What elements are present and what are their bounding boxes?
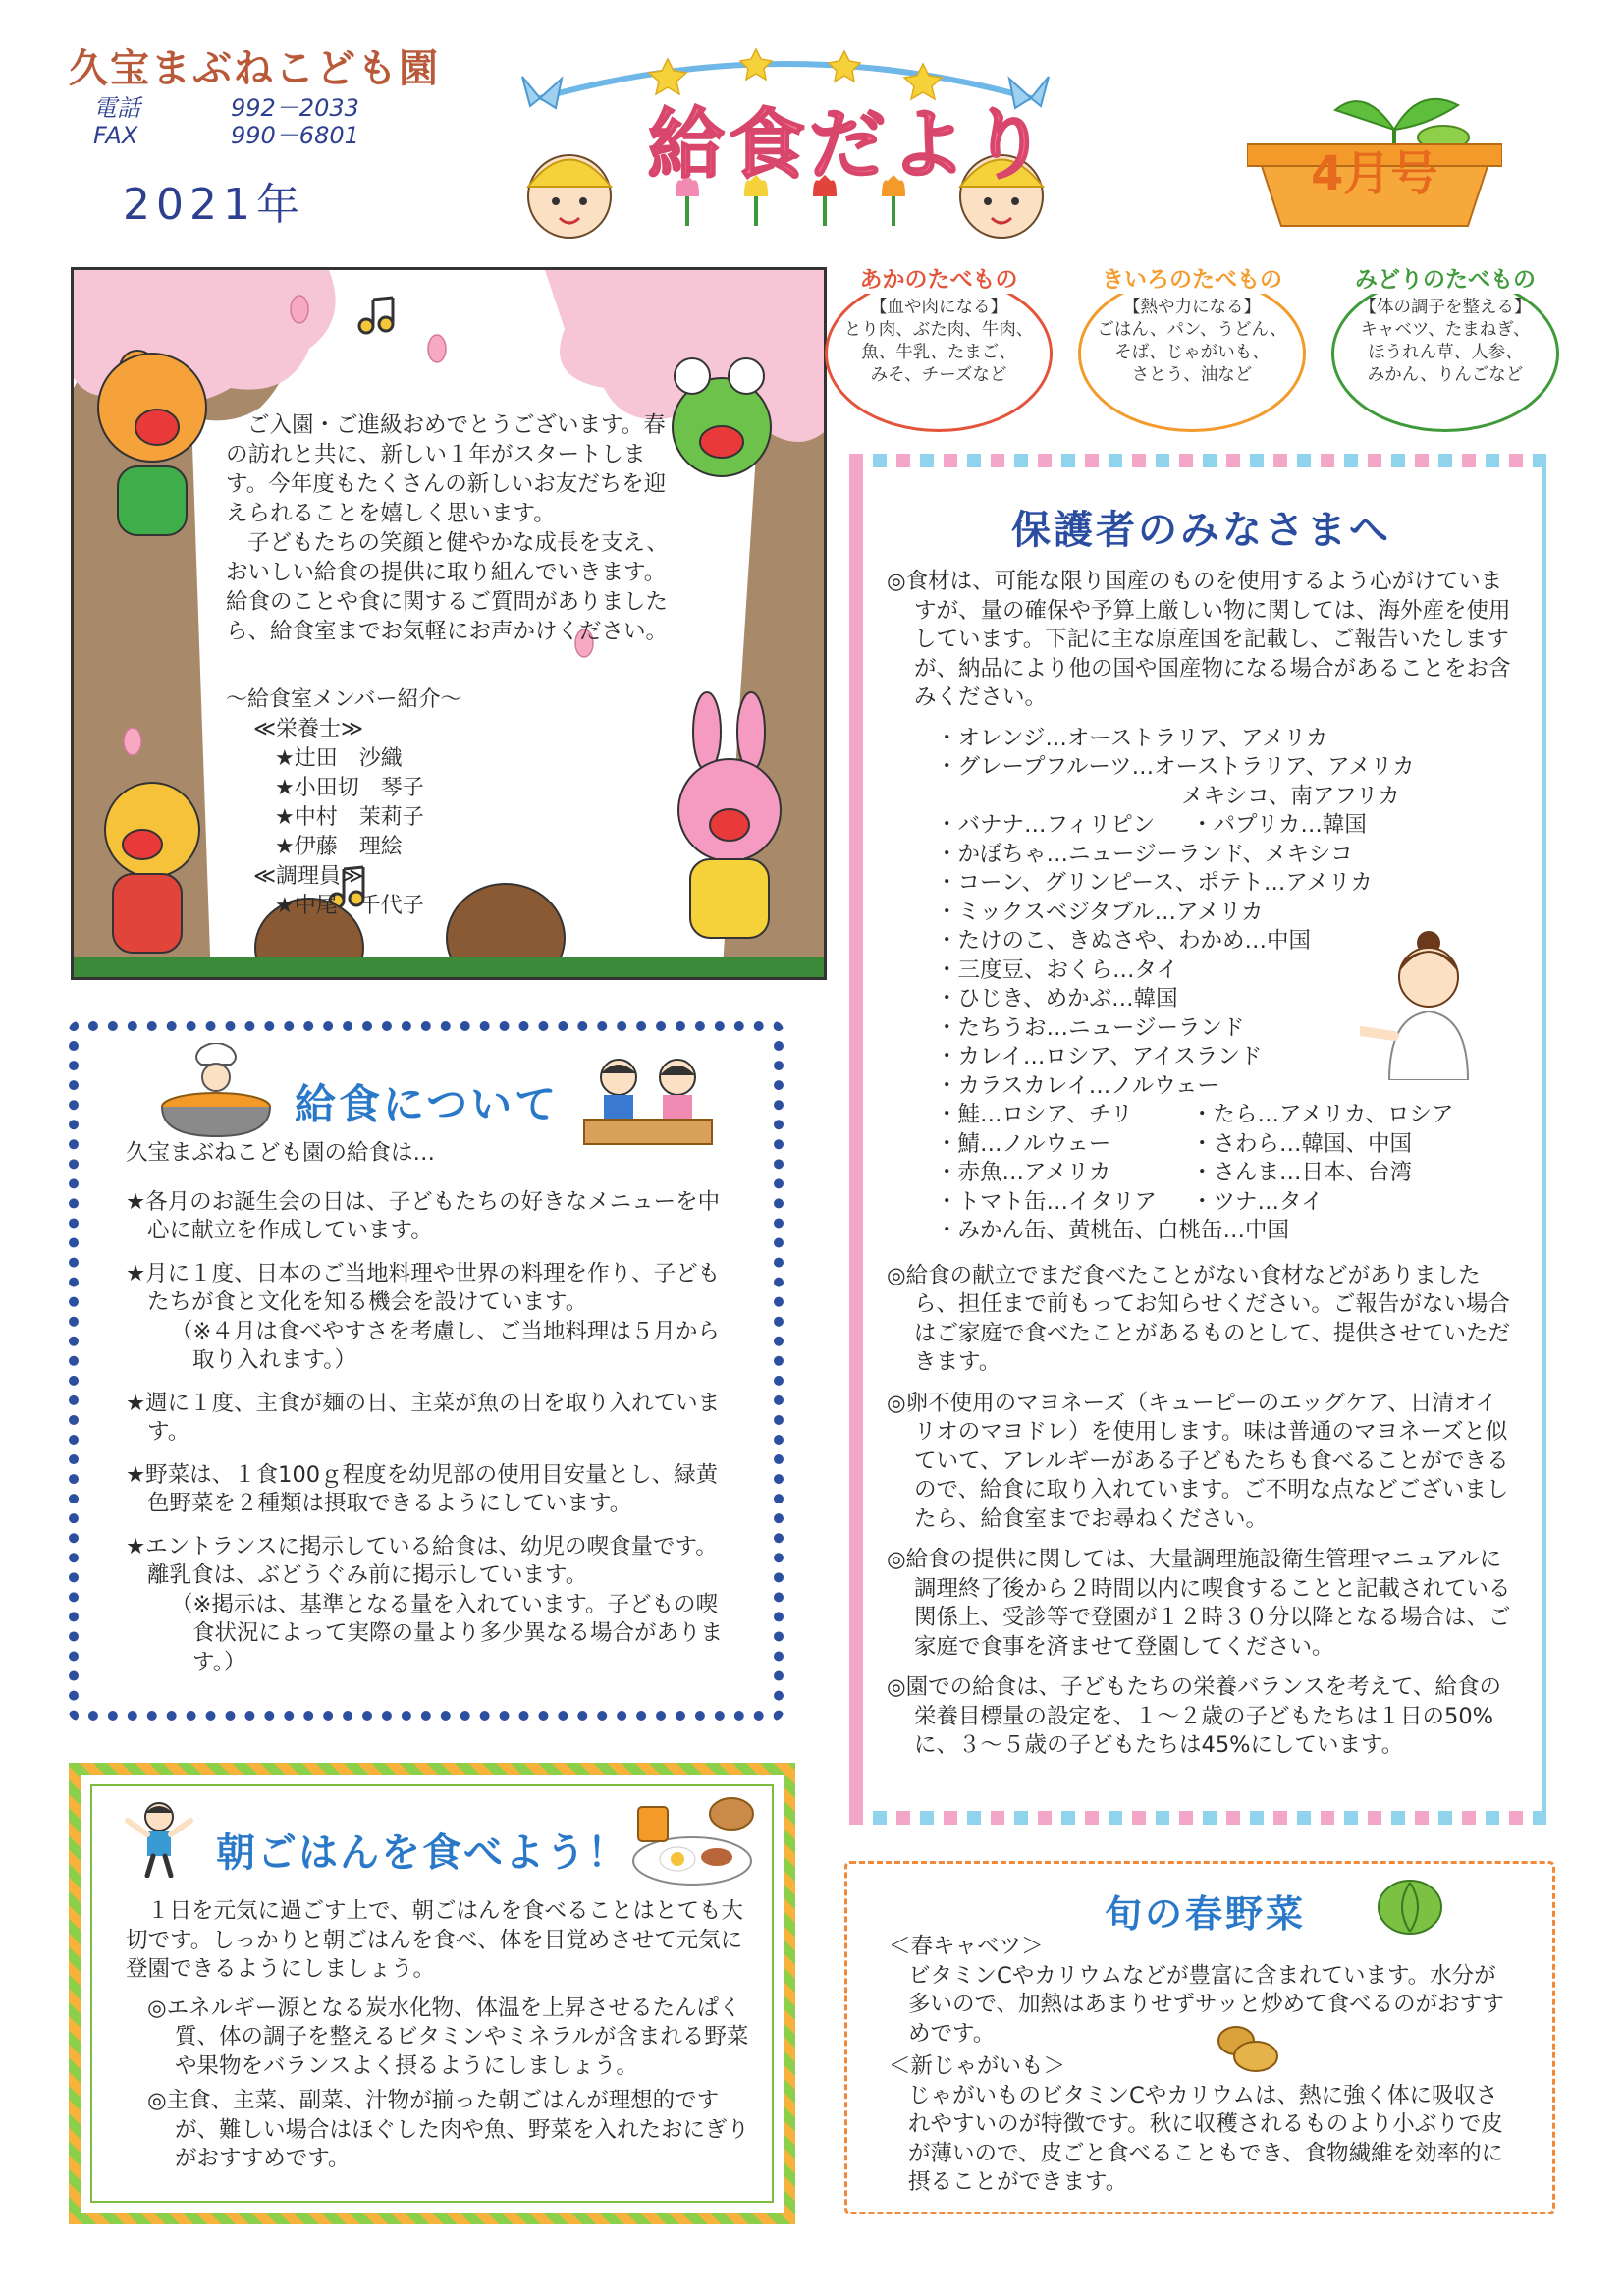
- child-left-icon: [528, 155, 611, 238]
- origin-item: ・ひじき、めかぶ…韓国: [936, 986, 1178, 1011]
- spring-vegetables-text: [889, 1933, 1517, 2202]
- lunch-about-text: [126, 1139, 734, 1691]
- cooking-pot-icon: [157, 1043, 275, 1141]
- origin-item: ・オレンジ…オーストラリア、アメリカ: [936, 725, 1328, 751]
- children-eating-icon: [579, 1056, 717, 1149]
- origin-item: メキシコ、南アフリカ: [1181, 783, 1400, 809]
- notice-paragraph: ◎給食の提供に関しては、大量調理施設衛生管理マニュアルに調理終了後から２時間以内に喫食することと記載されている関係上、受診等で登園が１２時３０分以降となる場合は、ご家庭で食事を済ませて登園してください。: [887, 1547, 1511, 1660]
- food-group-yellow: [1078, 267, 1306, 432]
- cook-heading: ≪調理員≫: [253, 864, 364, 889]
- food-group-green: [1331, 267, 1559, 432]
- origin-item: ・ミックスベジタブル…アメリカ: [936, 899, 1264, 925]
- food-group-red: [825, 267, 1053, 432]
- contact-info: [93, 94, 359, 149]
- origin-item: ・カレイ…ロシア、アイスランド: [936, 1044, 1263, 1069]
- origin-item: ・さんま…日本、台湾: [1191, 1160, 1413, 1185]
- about-item: ★各月のお誕生会の日は、子どもたちの好きなメニューを中心に献立を作成しています。: [126, 1188, 721, 1243]
- vegetable-description: ビタミンCやカリウムなどが豊富に含まれています。水分が多いので、加熱はあまりせずサッと炒めて食べるのがおすすめです。: [908, 1962, 1504, 2047]
- vegetable-description: じゃがいものビタミンCやカリウムは、熱に強く体に吸収されやすいのが特徴です。秋に収穫されるものより小ぶりで皮が薄いので、皮ごと食べることもでき、食物繊維を効率的に摂ることができます。: [908, 2082, 1504, 2195]
- vegetable-name: ＜新じゃがいも＞: [889, 2053, 1066, 2079]
- nutritionist-icon: [1360, 923, 1488, 1080]
- food-group-title: あかのたべもの: [854, 261, 1024, 294]
- origin-item: ・たら…アメリカ、ロシア: [1191, 1102, 1454, 1127]
- about-item-text: ★エントランスに掲示している給食は、幼児の喫食量です。離乳食は、ぶどうぐみ前に掲示しています。: [126, 1533, 718, 1588]
- origin-item: ・たけのこ、きぬさや、わかめ…中国: [936, 928, 1312, 954]
- breakfast-title: 朝ごはんを食べよう！: [216, 1831, 628, 1876]
- breakfast-meal-icon: [628, 1792, 761, 1890]
- food-group-title: きいろのたべもの: [1096, 261, 1288, 294]
- origin-item: ・三度豆、おくら…タイ: [936, 957, 1179, 983]
- newsletter-title: 給食だより: [648, 101, 1052, 190]
- staff-member: ★辻田 沙織: [275, 746, 403, 771]
- origin-item: ・赤魚…アメリカ: [936, 1160, 1111, 1185]
- notice-paragraph: ◎卵不使用のマヨネーズ（キューピーのエッグケア、日清オイリオのマヨドレ）を使用します。味は普通のマヨネーズと似ていて、アレルギーがある子どもたちも食べることができるので、給食に取り入れています。ご不明な点などございましたら、給食室までお尋ねください。: [887, 1390, 1509, 1532]
- breakfast-lead: １日を元気に過ごす上で、朝ごはんを食べることはとても大切です。しっかりと朝ごはんを食べ、体を目覚めさせて元気に登園できるようにしましょう。: [126, 1898, 744, 1982]
- origin-item: ・さわら…韓国、中国: [1191, 1130, 1413, 1157]
- origin-item: ・みかん缶、黄桃缶、白桃缶…中国: [936, 1218, 1290, 1243]
- tel-label: 電話: [93, 94, 140, 122]
- about-item-note: （※４月は食べやすさを考慮し、ご当地料理は５月から取り入れます。）: [171, 1318, 720, 1373]
- about-item: [126, 1260, 734, 1376]
- origin-item: ・鯖…ノルウェー: [936, 1130, 1111, 1157]
- food-group-foods: ごはん、パン、うどん、: [1097, 320, 1287, 340]
- origin-item: ・ツナ…タイ: [1191, 1188, 1324, 1215]
- notice-paragraph: ◎園での給食は、子どもたちの栄養バランスを考えて、給食の栄養目標量の設定を、１～２歳の子どもたちは１日の50%に、３～５歳の子どもたちは45%にしています。: [887, 1674, 1502, 1758]
- origin-item: ・バナナ…フィリピン: [936, 812, 1156, 838]
- about-item-note: （※掲示は、基準となる量を入れています。子どもの喫食状況によって実際の量より多少異なる場合があります。）: [171, 1591, 724, 1675]
- vegetable-name: ＜春キャベツ＞: [889, 1934, 1044, 1959]
- origin-item: ・かぼちゃ…ニュージーランド、メキシコ: [936, 841, 1353, 867]
- greeting-text: [226, 410, 677, 646]
- staff-member: ★中尾 千代子: [275, 894, 424, 918]
- food-group-foods: みそ、チーズなど: [870, 365, 1007, 385]
- food-group-foods: とり肉、ぶた肉、牛肉、: [843, 320, 1034, 340]
- fax-label: FAX: [93, 122, 138, 149]
- staff-list: [226, 685, 687, 921]
- origin-item: ・たちうお…ニュージーランド: [936, 1014, 1245, 1041]
- fax-number: 990－6801: [231, 122, 359, 149]
- origin-item: ・コーン、グリンピース、ポテト…アメリカ: [936, 870, 1373, 896]
- origin-item: ・パプリカ…韓国: [1191, 812, 1367, 838]
- rabbit-icon: [678, 692, 781, 938]
- origin-item: ・カラスカレイ…ノルウェー: [936, 1072, 1219, 1099]
- food-group-title: みどりのたべもの: [1349, 261, 1542, 294]
- notice-paragraph: ◎食材は、可能な限り国産のものを使用するよう心がけていますが、量の確保や予算上厳しい物に関しては、海外産を使用しています。下記に主な原産国を記載し、ご報告いたしますが、納品により他の国や国産物になる場合があることをお含みください。: [887, 569, 1511, 710]
- about-item-text: ★月に１度、日本のご当地料理や世界の料理を作り、子どもたちが食と文化を知る機会を設けています。: [126, 1260, 721, 1315]
- parents-notice-text: [887, 568, 1515, 1773]
- about-item: ★野菜は、１食100ｇ程度を幼児部の使用目安量とし、緑黄色野菜を２種類は摂取できるようにしています。: [126, 1461, 719, 1516]
- food-group-foods: キャベツ、たまねぎ、: [1360, 320, 1531, 340]
- dietitian-heading: ≪栄養士≫: [253, 717, 364, 741]
- greeting-paragraph-2: 子どもたちの笑顔と健やかな成長を支え、おいしい給食の提供に取り組んでいきます。給食のことや食に関するご質問がありましたら、給食室までお気軽にお声かけください。: [226, 530, 669, 644]
- food-group-foods: さとう、油など: [1131, 365, 1253, 385]
- greeting-paragraph-1: ご入園・ご進級おめでとうございます。春の訪れと共に、新しい１年がスタートします。今年度もたくさんの新しいお友だちを迎えられることを嬉しく思います。: [226, 412, 667, 526]
- food-group-role: 【熱や力になる】: [1123, 298, 1261, 317]
- breakfast-item: ◎エネルギー源となる炭水化物、体温を上昇させるたんぱく質、体の調子を整えるビタミンやミネラルが含まれる野菜や果物をバランスよく摂るようにしましょう。: [147, 1995, 749, 2079]
- origin-item: ・グレープフルーツ…オーストラリア、アメリカ: [936, 754, 1415, 780]
- breakfast-item: ◎主食、主菜、副菜、汁物が揃った朝ごはんが理想的ですが、難しい場合はほぐした肉や魚、野菜を入れたおにぎりがおすすめです。: [147, 2088, 750, 2171]
- food-group-foods: 魚、牛乳、たまご、: [861, 343, 1016, 362]
- staff-member: ★中村 茉莉子: [275, 805, 424, 830]
- issue-month: 4月号: [1311, 146, 1438, 201]
- year: 2021年: [123, 180, 305, 230]
- food-group-foods: そば、じゃがいも、: [1114, 343, 1270, 362]
- about-item: [126, 1533, 734, 1678]
- staff-member: ★小田切 琴子: [275, 776, 424, 800]
- spring-vegetables-title: 旬の春野菜: [1105, 1892, 1307, 1936]
- origin-item: ・トマト缶…イタリア: [936, 1188, 1158, 1215]
- breakfast-text: [126, 1897, 754, 2180]
- lunch-about-title: 給食について: [295, 1080, 560, 1128]
- tel-number: 992－2033: [231, 94, 359, 122]
- parents-notice-title: 保護者のみなさまへ: [1011, 508, 1391, 553]
- about-item: ★週に１度、主食が麺の日、主菜が魚の日を取り入れています。: [126, 1390, 721, 1445]
- food-group-foods: ほうれん草、人参、: [1368, 343, 1523, 362]
- nursery-name: 久宝まぶねこども園: [69, 46, 440, 91]
- food-group-foods: みかん、りんごなど: [1367, 365, 1524, 385]
- cabbage-icon: [1375, 1878, 1445, 1937]
- about-lead: 久宝まぶねこども園の給食は…: [126, 1140, 436, 1166]
- boy-jumping-icon: [120, 1799, 198, 1878]
- food-group-role: 【血や肉になる】: [870, 298, 1007, 317]
- notice-paragraph: ◎給食の献立でまだ食べたことがない食材などがありましたら、担任まで前もってお知らせください。ご報告がない場合はご家庭で食べたことがあるものとして、提供させていただきます。: [887, 1262, 1511, 1375]
- staff-member: ★伊藤 理絵: [275, 835, 403, 859]
- staff-heading: ～給食室メンバー紹介～: [226, 687, 462, 712]
- food-group-role: 【体の調子を整える】: [1359, 298, 1532, 317]
- origin-item: ・鮭…ロシア、チリ: [936, 1102, 1133, 1127]
